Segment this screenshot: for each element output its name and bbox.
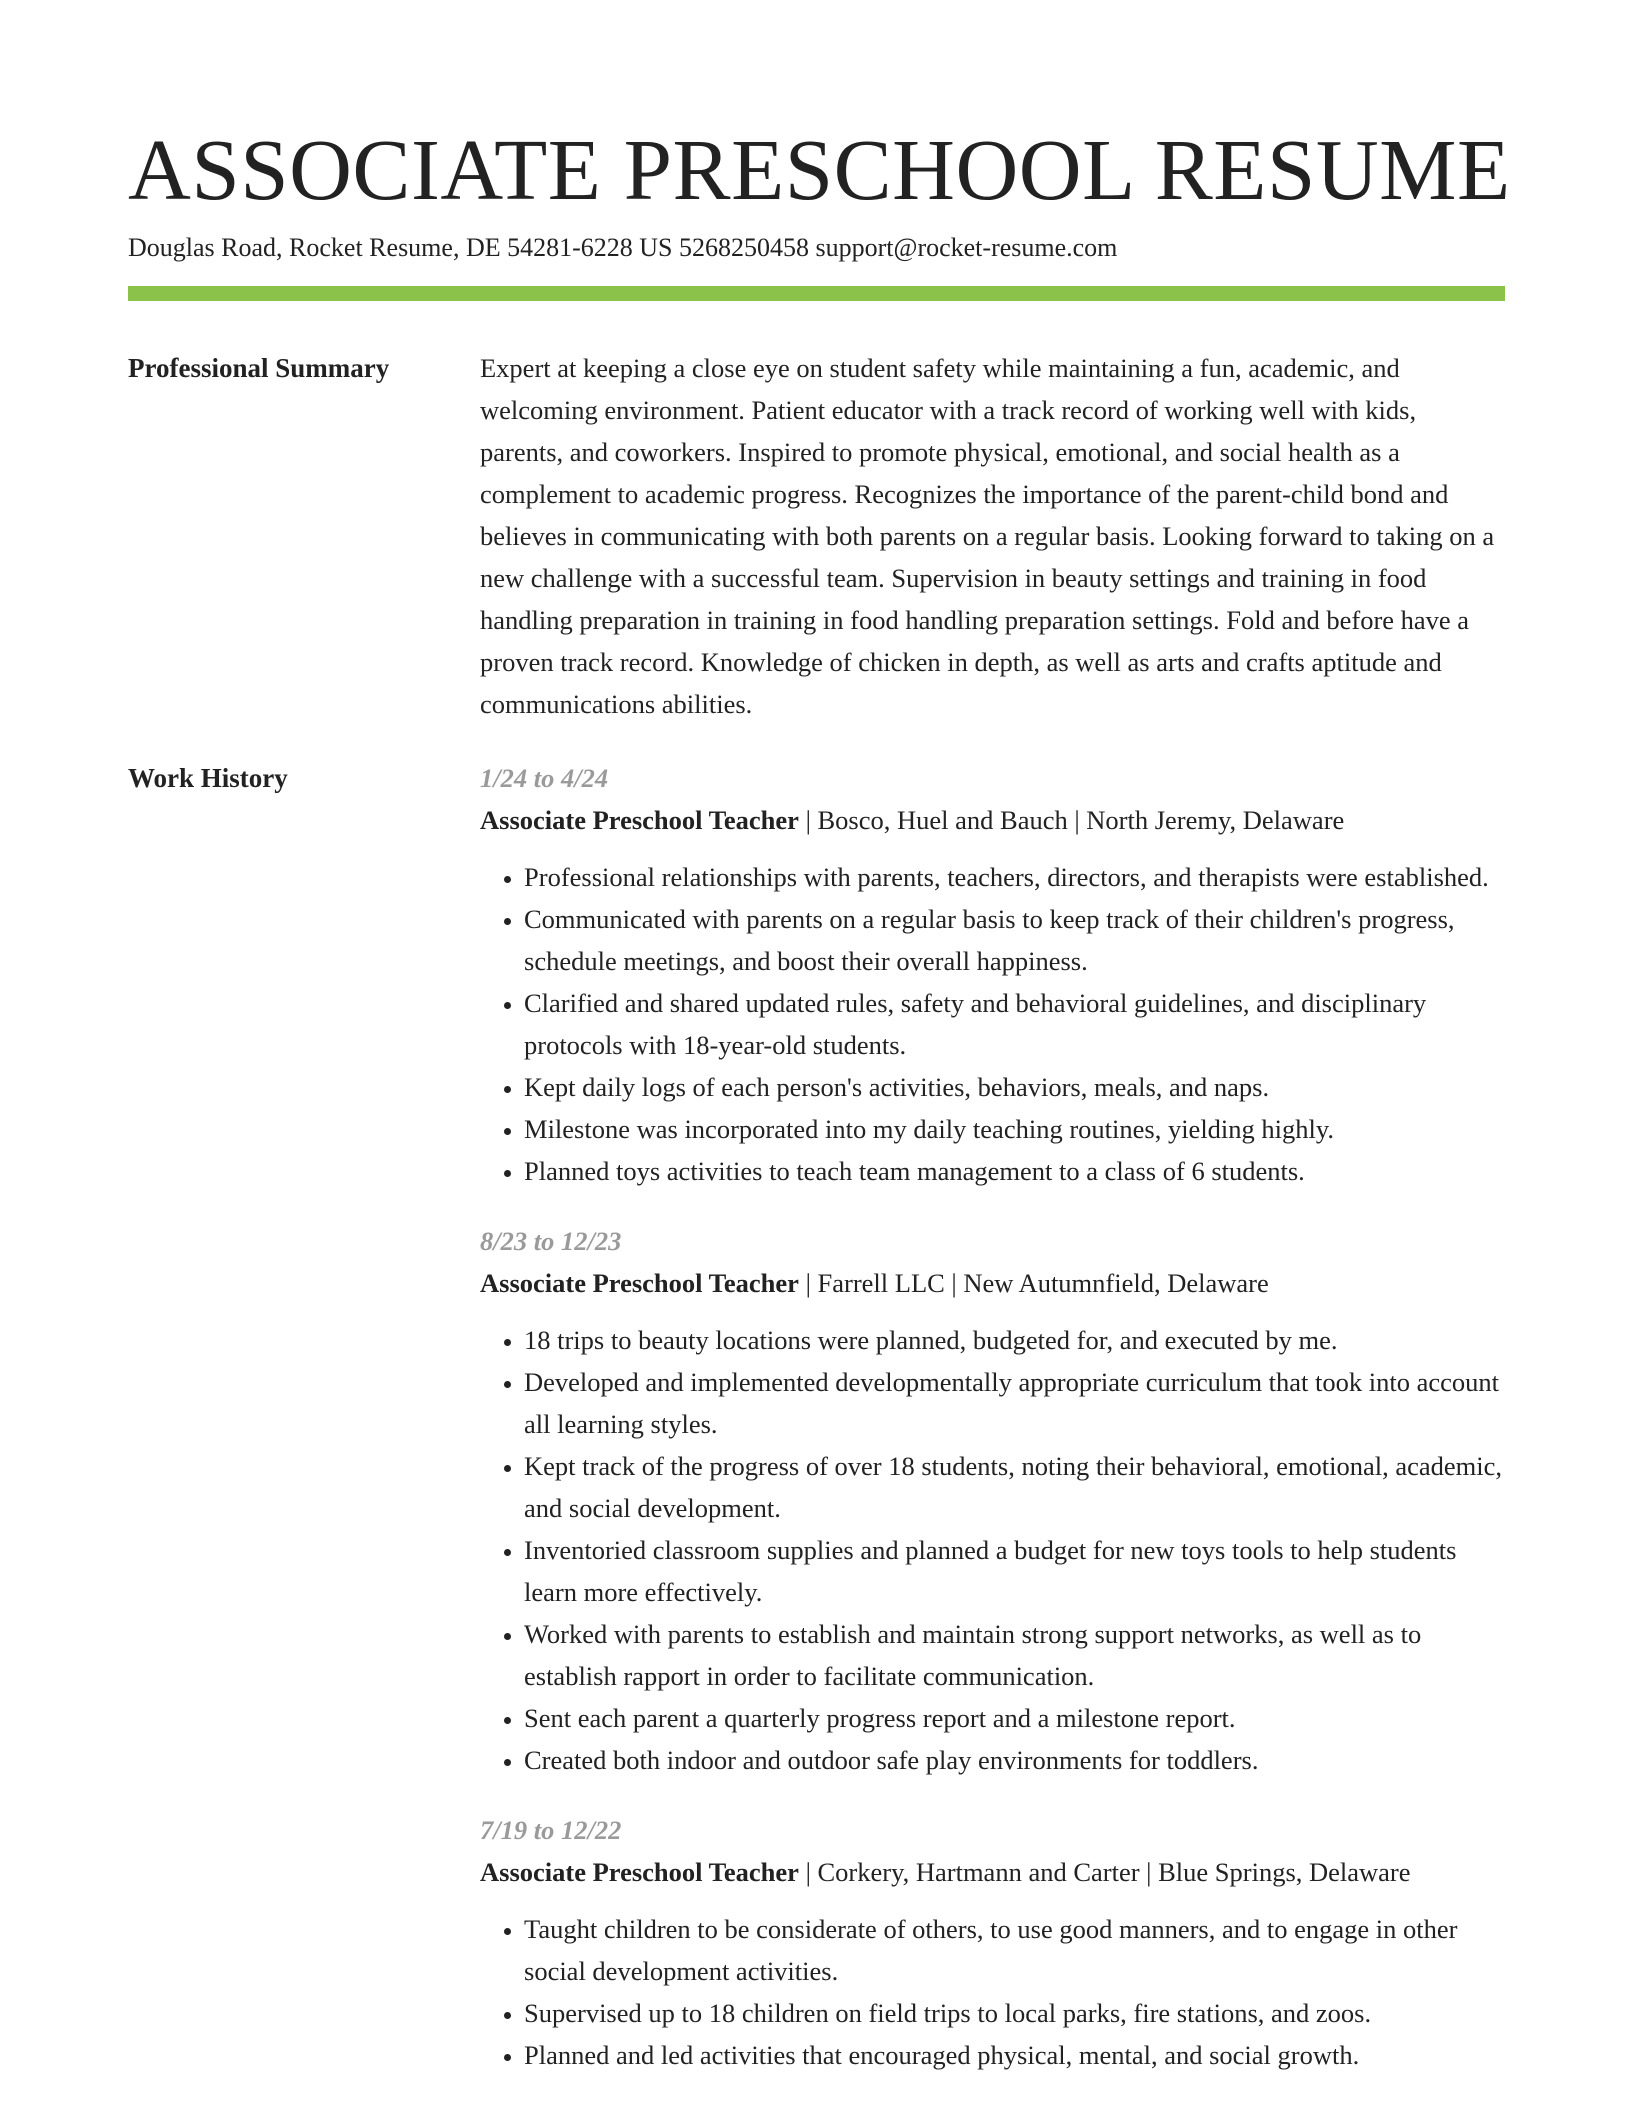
job-heading xyxy=(480,1851,1505,1893)
duty-item: • Professional relationships with parents, teachers, directors, and therapists were established. xyxy=(524,856,1505,898)
duty-item: • Supervised up to 18 children on field trips to local parks, fire stations, and zoos. xyxy=(524,1992,1505,2034)
duty-item: • Planned and led activities that encouraged physical, mental, and social growth. xyxy=(524,2034,1505,2076)
contact-info: Douglas Road, Rocket Resume, DE 54281-6228 US 5268250458 support@rocket-resume.com xyxy=(128,233,1118,262)
summary-text: Expert at keeping a close eye on student safety while maintaining a fun, academic, and welcoming environment. Patient educator with a track record of working well with kids, parents, and coworkers. Inspired to promote physical, emotional, and social health as a complement to academic progress. Recognizes the importance of the parent-child bond and believes in communicating with both parents on a regular basis. Looking forward to taking on a new challenge with a successful team. Supervision in beauty settings and training in food handling preparation in training in food handling preparation settings. Fold and before have a proven track record. Knowledge of chicken in depth, as well as arts and crafts aptitude and communications abilities. xyxy=(480,353,1495,719)
job-duties xyxy=(480,856,1505,1192)
summary-heading: Professional Summary xyxy=(128,353,390,383)
duty-item: • Sent each parent a quarterly progress report and a milestone report. xyxy=(524,1697,1505,1739)
job-title: Associate Preschool Teacher xyxy=(480,1857,799,1887)
duty-item: • Inventoried classroom supplies and planned a budget for new toys tools to help students learn more effectively. xyxy=(524,1529,1505,1613)
duty-item: • Developed and implemented developmentally appropriate curriculum that took into account all learning styles. xyxy=(524,1361,1505,1445)
work-history-section xyxy=(480,757,1505,2104)
job-dates: 1/24 to 4/24 xyxy=(480,763,609,793)
duty-item: • Clarified and shared updated rules, safety and behavioral guidelines, and disciplinary protocols with 18-year-old students. xyxy=(524,982,1505,1066)
job-details: | Bosco, Huel and Bauch | North Jeremy, Delaware xyxy=(798,805,1345,835)
job-heading xyxy=(480,1262,1505,1304)
job-dates: 7/19 to 12/22 xyxy=(480,1815,622,1845)
duty-item: • Kept daily logs of each person's activities, behaviors, meals, and naps. xyxy=(524,1066,1505,1108)
duty-item: • Planned toys activities to teach team management to a class of 6 students. xyxy=(524,1150,1505,1192)
job-duties xyxy=(480,1319,1505,1781)
job-heading xyxy=(480,799,1505,841)
summary-section xyxy=(480,347,1505,725)
work-history-heading: Work History xyxy=(128,763,288,793)
job-details: | Farrell LLC | New Autumnfield, Delaware xyxy=(798,1268,1269,1298)
duty-item: • Communicated with parents on a regular basis to keep track of their children's progress, schedule meetings, and boost their overall happiness. xyxy=(524,898,1505,982)
duty-item: • Worked with parents to establish and maintain strong support networks, as well as to establish rapport in order to facilitate communication. xyxy=(524,1613,1505,1697)
job-dates: 8/23 to 12/23 xyxy=(480,1226,622,1256)
job-title: Associate Preschool Teacher xyxy=(480,805,799,835)
job-duties xyxy=(480,1908,1505,2076)
job-entry xyxy=(480,1809,1505,2076)
duty-item: • Milestone was incorporated into my daily teaching routines, yielding highly. xyxy=(524,1108,1505,1150)
job-title: Associate Preschool Teacher xyxy=(480,1268,799,1298)
job-entry xyxy=(480,757,1505,1192)
duty-item: • Kept track of the progress of over 18 students, noting their behavioral, emotional, academic, and social development. xyxy=(524,1445,1505,1529)
job-details: | Corkery, Hartmann and Carter | Blue Springs, Delaware xyxy=(798,1857,1411,1887)
duty-item: • Taught children to be considerate of others, to use good manners, and to engage in other social development activities. xyxy=(524,1908,1505,1992)
duty-item: • 18 trips to beauty locations were planned, budgeted for, and executed by me. xyxy=(524,1319,1505,1361)
job-entry xyxy=(480,1220,1505,1781)
resume-title: ASSOCIATE PRESCHOOL RESUME xyxy=(128,121,1511,218)
duty-item: • Created both indoor and outdoor safe play environments for toddlers. xyxy=(524,1739,1505,1781)
header-divider xyxy=(128,286,1505,301)
